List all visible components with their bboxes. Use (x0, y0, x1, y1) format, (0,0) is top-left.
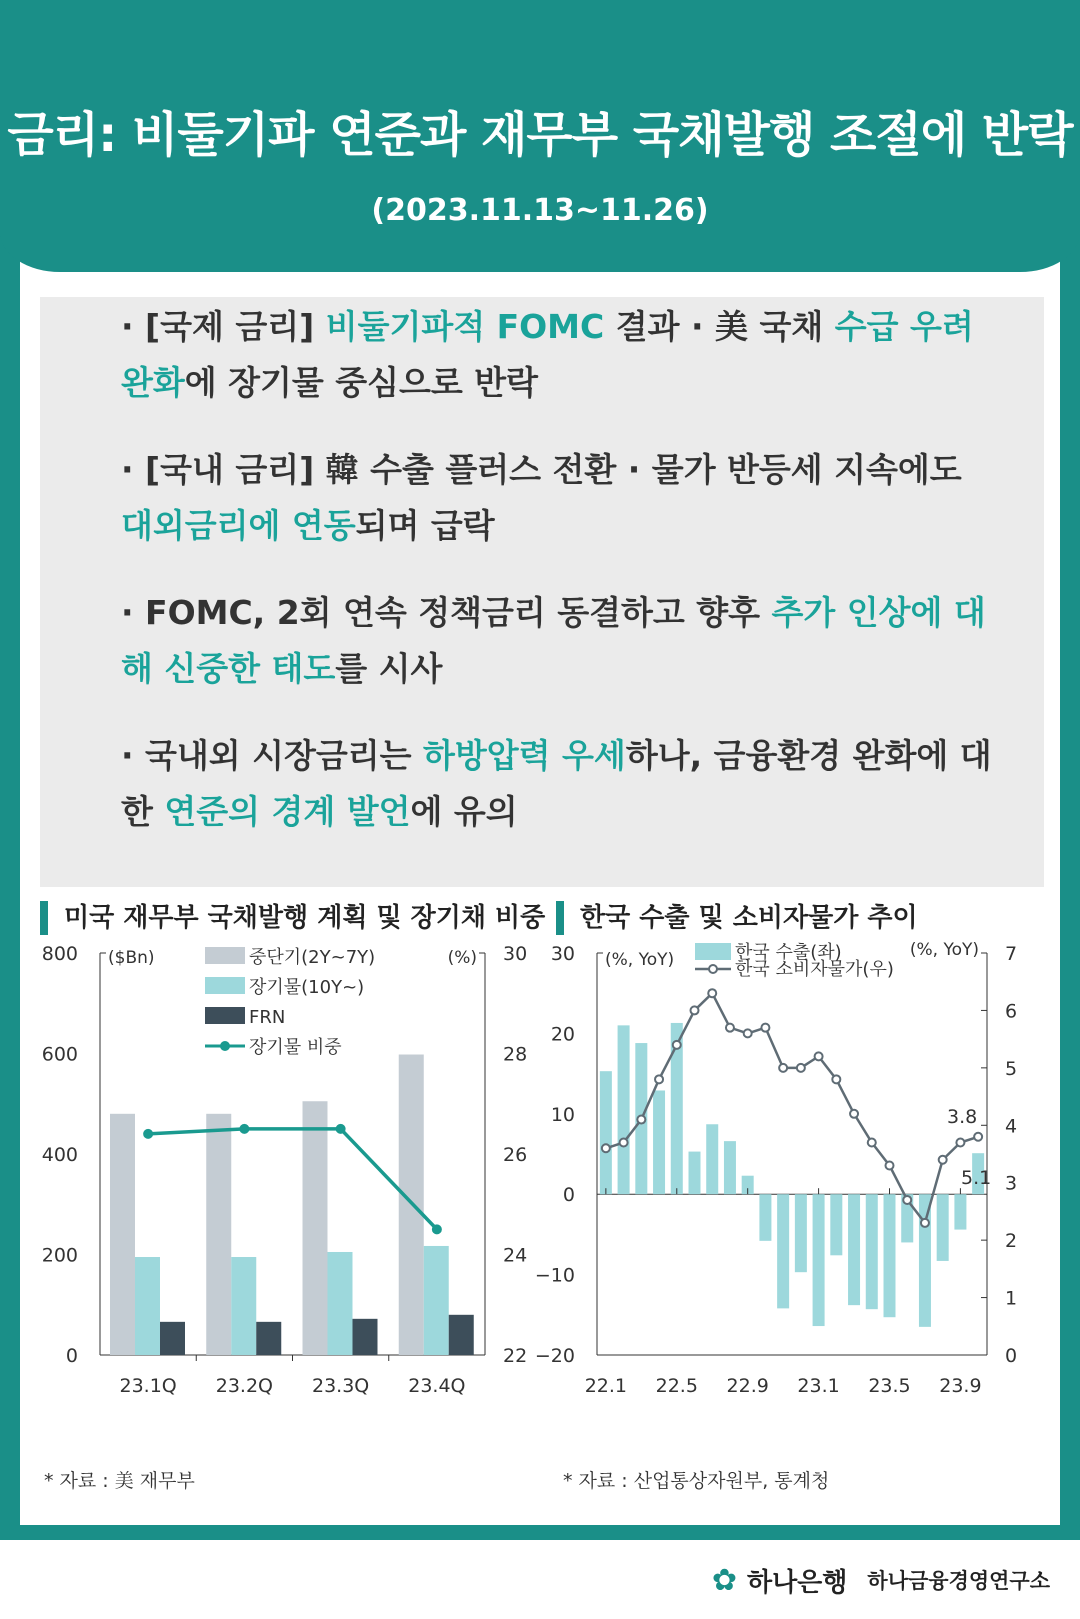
bullet-text: 국내외 시장금리는 (145, 736, 424, 775)
left-tick-label: 600 (41, 1043, 78, 1066)
bar-frn (256, 1322, 281, 1355)
left-unit-label: ($Bn) (108, 948, 155, 968)
legend-swatch (220, 1041, 230, 1051)
export-data-label: 5.1 (961, 1167, 992, 1190)
legend-swatch (695, 943, 731, 960)
date-range: (2023.11.13~11.26) (371, 193, 709, 228)
cpi-data-label: 3.8 (947, 1105, 978, 1128)
cpi-point (886, 1161, 894, 1169)
highlight-text: 하방압력 우세 (423, 736, 626, 775)
left-tick-label: 200 (41, 1244, 78, 1267)
left-tick-label: 0 (65, 1345, 78, 1367)
right-chart-title: 한국 수출 및 소비자물가 추이 (556, 901, 918, 935)
legend-label: 중단기(2Y~7Y) (249, 947, 376, 968)
export-bar (795, 1194, 807, 1272)
legend-label: 한국 소비자물가(우) (735, 959, 894, 980)
export-bar (884, 1194, 896, 1317)
x-tick-label: 23.9 (939, 1375, 982, 1397)
cpi-point (956, 1139, 964, 1147)
cpi-point (939, 1156, 947, 1164)
export-bar (813, 1194, 825, 1326)
legend-swatch (205, 1007, 245, 1024)
summary-bullet-3 (95, 585, 995, 697)
cpi-point (637, 1116, 645, 1124)
cpi-point (868, 1139, 876, 1147)
export-bar (919, 1194, 931, 1327)
left-tick-label: 800 (41, 943, 78, 965)
export-bar (866, 1194, 878, 1309)
right-tick-label: 3 (1005, 1172, 1018, 1195)
long-term-share-line (148, 1129, 437, 1230)
cpi-point (655, 1075, 663, 1083)
right-tick-label: 22 (503, 1345, 528, 1367)
bar-mid-term (303, 1101, 328, 1355)
legend-label: 한국 수출(좌) (735, 942, 842, 963)
cpi-point (620, 1139, 628, 1147)
footer-logo (712, 1558, 1050, 1602)
legend-label: 장기물(10Y~) (249, 977, 365, 998)
long-term-share-point (336, 1124, 346, 1134)
cpi-point (832, 1075, 840, 1083)
right-chart-source: * 자료 : 산업통상자원부, 통계청 (563, 1470, 830, 1492)
cpi-point (921, 1219, 929, 1227)
x-tick-label: 22.1 (584, 1375, 628, 1397)
bullet-text: 에 유의 (410, 792, 518, 831)
long-term-share-point (432, 1224, 442, 1234)
bar-long-term (135, 1257, 160, 1355)
right-unit-label: (%, YoY) (909, 940, 979, 960)
export-bar (954, 1194, 966, 1229)
bar-long-term (328, 1252, 353, 1355)
x-tick-label: 23.4Q (408, 1375, 466, 1397)
bullet-text: · (121, 450, 146, 489)
right-tick-label: 2 (1005, 1230, 1018, 1253)
bar-mid-term (206, 1114, 231, 1355)
export-bar (600, 1071, 612, 1194)
bullet-text: 에 장기물 중심으로 반락 (184, 363, 539, 402)
cpi-point (797, 1064, 805, 1072)
export-bar (689, 1152, 701, 1195)
export-bar (830, 1194, 842, 1255)
bar-mid-term (110, 1114, 135, 1355)
right-tick-label: 26 (503, 1144, 528, 1166)
summary-bullet-1 (95, 299, 995, 411)
cpi-point (850, 1110, 858, 1118)
cpi-point (602, 1144, 610, 1152)
bank-name: 하나은행 (746, 1567, 848, 1598)
right-tick-label: 0 (1005, 1345, 1018, 1367)
long-term-share-point (143, 1129, 153, 1139)
export-bar (724, 1141, 736, 1194)
export-bar (777, 1194, 789, 1308)
legend-swatch (709, 965, 717, 973)
bar-frn (353, 1319, 378, 1355)
export-bar (706, 1124, 718, 1194)
export-bar (937, 1194, 949, 1261)
bar-long-term (424, 1246, 449, 1355)
cpi-point (726, 1024, 734, 1032)
right-tick-label: 1 (1005, 1287, 1018, 1310)
institute-name: 하나금융경영연구소 (867, 1569, 1050, 1593)
cpi-point (691, 1006, 699, 1014)
x-tick-label: 22.5 (655, 1375, 698, 1397)
cpi-point (708, 989, 716, 997)
x-tick-label: 23.3Q (311, 1375, 370, 1397)
bullet-text: [국제 금리] (145, 307, 326, 346)
export-bar (848, 1194, 860, 1305)
export-bar (618, 1025, 630, 1194)
bullet-text: 하나, 금융환경 완화에 대한 (121, 736, 992, 831)
legend-swatch (205, 947, 245, 964)
x-tick-label: 23.1Q (119, 1375, 177, 1397)
export-bar (759, 1194, 771, 1241)
left-tick-label: 0 (562, 1184, 575, 1207)
left-tick-label: 20 (550, 1023, 575, 1046)
left-tick-label: 10 (550, 1103, 575, 1126)
right-tick-label: 6 (1005, 1000, 1018, 1023)
left-tick-label: 400 (41, 1144, 78, 1166)
bullet-text: 결과 · 美 국채 (604, 307, 835, 346)
bullet-text: 되며 급락 (355, 506, 495, 545)
bar-frn (160, 1322, 185, 1355)
left-tick-label: 30 (550, 943, 575, 965)
legend-swatch (205, 977, 245, 994)
right-tick-label: 5 (1005, 1057, 1018, 1080)
cpi-point (815, 1052, 823, 1060)
left-tick-label: −20 (534, 1345, 575, 1367)
bar-frn (449, 1315, 474, 1355)
bullet-text: · (121, 307, 146, 346)
export-bar (653, 1090, 665, 1194)
left-tick-label: −10 (534, 1264, 575, 1287)
cpi-point (673, 1041, 681, 1049)
hana-logo-icon: ✿ (711, 1562, 737, 1598)
left-chart-source: * 자료 : 美 재무부 (44, 1470, 195, 1492)
bullet-text: · (121, 593, 146, 632)
cpi-point (744, 1029, 752, 1037)
bullet-text: [국내 금리] 韓 수출 플러스 전환 · 물가 반등세 지속에도 (145, 450, 962, 489)
bullet-text: · (121, 736, 146, 775)
right-tick-label: 30 (503, 943, 528, 965)
summary-bullet-4 (95, 728, 995, 840)
summary-bullet-2 (95, 442, 995, 554)
legend-label: 장기물 비중 (249, 1037, 342, 1058)
highlight-text: 수급 우려 완화 (121, 307, 974, 402)
cpi-point (903, 1196, 911, 1204)
highlight-text: 대외금리에 연동 (121, 506, 356, 545)
right-tick-label: 24 (503, 1244, 528, 1267)
cpi-point (974, 1133, 982, 1141)
x-tick-label: 23.5 (868, 1375, 911, 1397)
right-tick-label: 4 (1005, 1115, 1018, 1138)
highlight-text: 비둘기파적 FOMC (325, 307, 605, 346)
bar-long-term (231, 1257, 256, 1355)
right-unit-label: (%) (447, 948, 477, 968)
highlight-text: 추가 인상에 대해 신중한 태도 (121, 593, 986, 688)
left-unit-label: (%, YoY) (605, 950, 675, 970)
right-tick-label: 28 (503, 1043, 528, 1066)
cpi-point (779, 1064, 787, 1072)
long-term-share-point (239, 1124, 249, 1134)
bullet-text: FOMC, 2회 연속 정책금리 동결하고 향후 (145, 593, 772, 632)
left-chart-title: 미국 재무부 국채발행 계획 및 장기채 비중 (40, 901, 545, 935)
highlight-text: 연준의 경계 발언 (164, 792, 411, 831)
right-tick-label: 7 (1005, 943, 1018, 965)
korea-export-cpi-chart (534, 940, 1055, 1455)
x-tick-label: 23.1 (797, 1375, 840, 1397)
summary-box (40, 297, 1044, 887)
us-issuance-chart (30, 945, 530, 1455)
page-title: 금리: 비둘기파 연준과 재무부 국채발행 조절에 반락 (7, 107, 1073, 163)
cpi-point (761, 1024, 769, 1032)
x-tick-label: 22.9 (726, 1375, 769, 1397)
bullet-text: 를 시사 (335, 649, 443, 688)
legend-label: FRN (249, 1007, 286, 1028)
x-tick-label: 23.2Q (215, 1375, 274, 1397)
